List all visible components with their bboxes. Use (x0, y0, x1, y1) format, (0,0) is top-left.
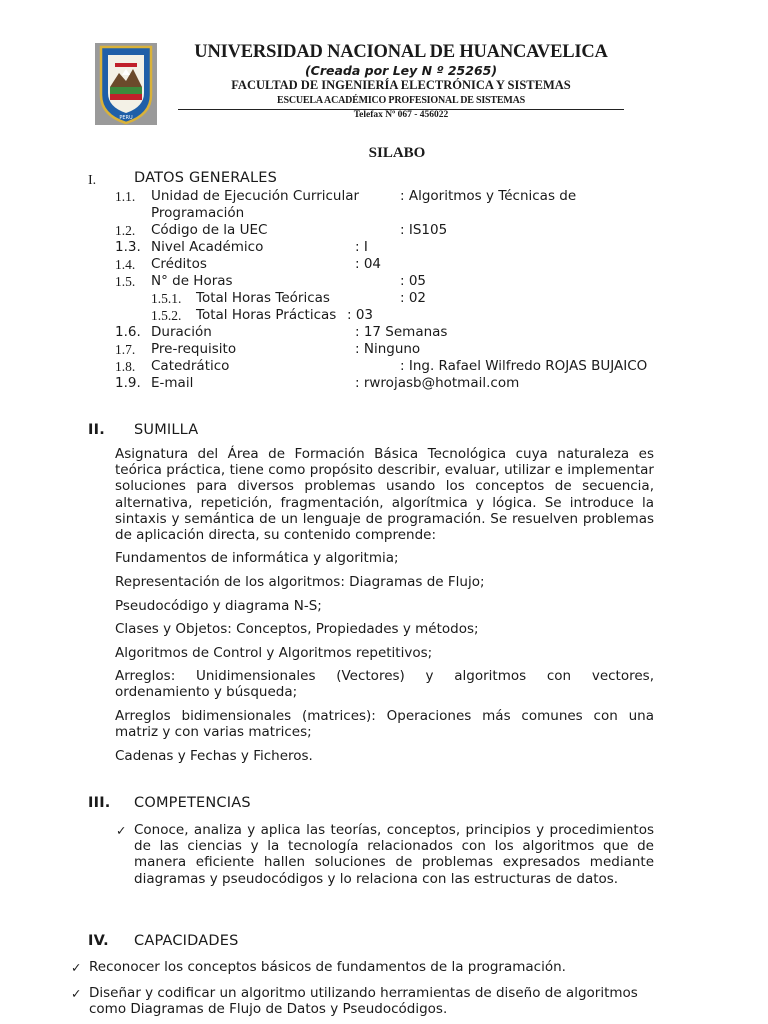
topic-item: Representación de los algoritmos: Diagramas de Flujo; (115, 574, 485, 590)
item-label: E-mail (151, 375, 194, 391)
sumilla-paragraph: Asignatura del Área de Formación Básica Tecnológica cuya naturaleza es teórica práctica, tiene como propósito describir, evaluar, utilizar e implementar soluciones para diversos problemas usando los conceptos de secuencia, alternativa, repetición, fragmentación, algorítmica y lógica. Se introduce la sintaxis y semántica de un lenguaje de programación. Se resuelven problemas de aplicación directa, su contenido comprende: (115, 446, 654, 544)
school-name: ESCUELA ACADÉMICO PROFESIONAL DE SISTEMAS (277, 95, 525, 106)
item-value: : 03 (347, 307, 374, 323)
item-number: 1.2. (115, 223, 136, 238)
topic-item: Clases y Objetos: Conceptos, Propiedades y métodos; (115, 621, 479, 637)
topic-item: Arreglos bidimensionales (matrices): Operaciones más comunes con una matriz y con varias matrices; (115, 708, 654, 741)
capacidad-item: Diseñar y codificar un algoritmo utilizando herramientas de diseño de algoritmos como Diagramas de Flujo de Datos y Pseudocódigos. (89, 985, 638, 1018)
section-2-numeral: II. (88, 422, 105, 438)
item-label: N° de Horas (151, 273, 233, 289)
item-number: 1.4. (115, 257, 136, 272)
competencia-item: Conoce, analiza y aplica las teorías, conceptos, principios y procedimientos de las ciencias y la tecnología relacionados con los algoritmos que de manera eficiente hallen soluciones de problemas expresados mediante diagramas y pseudocódigos y lo relaciona con las estructuras de datos. (134, 822, 654, 887)
section-4-numeral: IV. (88, 933, 109, 949)
item-number: 1.9. (115, 375, 141, 391)
item-label: Código de la UEC (151, 222, 268, 238)
item-label: Total Horas Prácticas (196, 307, 337, 323)
section-1-numeral: I. (88, 173, 97, 188)
section-4-heading: CAPACIDADES (134, 933, 239, 949)
section-2-heading: SUMILLA (134, 422, 199, 438)
document-title: SILABO (368, 145, 426, 161)
item-label: Unidad de Ejecución Curricular (151, 188, 360, 204)
item-number: 1.5.2. (151, 308, 182, 323)
topic-item: Pseudocódigo y diagrama N-S; (115, 598, 322, 614)
item-value: : IS105 (400, 222, 448, 238)
item-label: Nivel Académico (151, 239, 264, 255)
item-number: 1.7. (115, 342, 136, 357)
item-value-continuation: Programación (151, 205, 245, 221)
item-value: : I (355, 239, 368, 255)
item-number: 1.5.1. (151, 291, 182, 306)
topic-item: Algoritmos de Control y Algoritmos repetitivos; (115, 645, 433, 661)
checkmark-icon: ✓ (116, 823, 127, 838)
item-number: 1.6. (115, 324, 141, 340)
item-number: 1.5. (115, 274, 136, 289)
item-value: : 02 (400, 290, 427, 306)
item-label: Pre-requisito (151, 341, 237, 357)
university-name: UNIVERSIDAD NACIONAL DE HUANCAVELICA (194, 42, 608, 62)
checkmark-icon: ✓ (71, 986, 82, 1001)
creation-law: (Creada por Ley N º 25265) (304, 63, 498, 78)
logo-peru-text: PERU (119, 115, 133, 121)
item-value: : rwrojasb@hotmail.com (355, 375, 520, 391)
item-label: Créditos (151, 256, 207, 272)
telefax: Telefax Nº 067 - 456022 (353, 110, 449, 120)
item-number: 1.8. (115, 359, 136, 374)
item-value: : Algoritmos y Técnicas de (400, 188, 577, 204)
item-value: : 04 (355, 256, 382, 272)
item-value: : 05 (400, 273, 427, 289)
topic-item: Cadenas y Fechas y Ficheros. (115, 748, 313, 764)
item-number: 1.1. (115, 189, 136, 204)
item-value: : 17 Semanas (355, 324, 448, 340)
item-label: Duración (151, 324, 212, 340)
section-1-heading: DATOS GENERALES (134, 170, 278, 186)
checkmark-icon: ✓ (71, 960, 82, 975)
section-3-numeral: III. (88, 795, 111, 811)
item-value: : Ninguno (355, 341, 421, 357)
item-label: Total Horas Teóricas (196, 290, 330, 306)
capacidad-item: Reconocer los conceptos básicos de fundamentos de la programación. (89, 959, 566, 975)
topic-item: Arreglos: Unidimensionales (Vectores) y algoritmos con vectores, ordenamiento y búsqueda; (115, 668, 654, 701)
faculty-name: FACULTAD DE INGENIERÍA ELECTRÓNICA Y SISTEMAS (231, 78, 571, 92)
item-value: : Ing. Rafael Wilfredo ROJAS BUJAICO (400, 358, 648, 374)
topic-item: Fundamentos de informática y algoritmia; (115, 550, 399, 566)
university-logo (95, 43, 157, 125)
item-number: 1.3. (115, 239, 141, 255)
section-3-heading: COMPETENCIAS (134, 795, 251, 811)
item-label: Catedrático (151, 358, 230, 374)
